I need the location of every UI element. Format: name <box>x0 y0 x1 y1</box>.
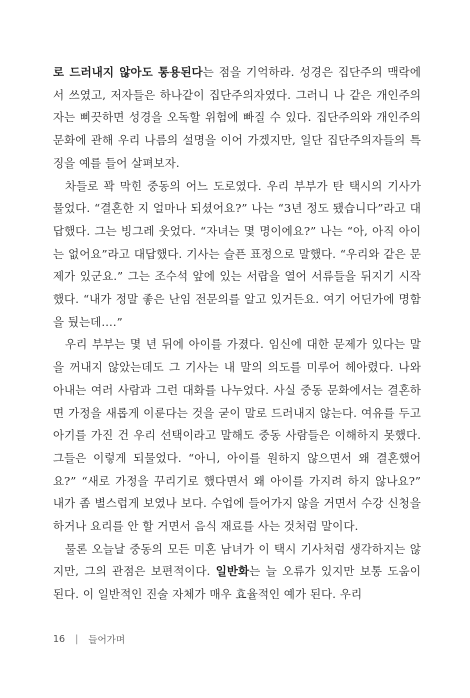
bold-term: 일반화 <box>215 564 250 579</box>
page-footer <box>53 632 125 646</box>
paragraph-1 <box>53 61 421 175</box>
paragraph-4 <box>53 538 421 606</box>
paragraph-text: 물론 오늘날 중동의 모든 미혼 남녀가 이 택시 기사처럼 생각하지는 않지만, 그의 관점은 보편적이다. <box>53 541 421 579</box>
paragraph-text: 우리 부부는 몇 년 뒤에 아이를 가졌다. 임신에 대한 문제가 있다는 말을 꺼내지 않았는데도 그 기사는 내 말의 의도를 미루어 헤아렸다. 나와 아내는 여러 사람과 그런 대화를 나누었다. 사실 중동 문화에서는 결혼하면 가정을 새롭게 이룬다는 것을 굳이 말로 드러내지 않는다. 여유를 두고 아기를 가진 건 우리 선택이라고 말해도 중동 사람들은 이해하지 못했다. 그들은 이렇게 되물었다. “아니, 아이를 원하지 않으면서 왜 결혼했어요?” “새로 가정을 꾸리기로 했다면서 왜 아이를 가지려 하지 않나요?” 내가 좀 별스럽게 보였나 보다. 수업에 들어가지 않을 거면서 수강 신청을 하거나 요리를 안 할 거면서 음식 재료를 사는 것처럼 말이다. <box>53 337 421 534</box>
body-text <box>53 61 421 606</box>
page-number: 16 <box>53 633 66 645</box>
running-section-title: 들어가며 <box>88 635 126 646</box>
bold-phrase: 로 드러내지 않아도 통용된다 <box>53 65 203 79</box>
footer-separator: | <box>75 633 79 645</box>
paragraph-2 <box>53 175 421 334</box>
paragraph-text-continued: 는 늘 오류가 있지만 보통 도움이 된다. 이 일반적인 진술 자체가 매우 효율적인 예가 된다. 우리 <box>53 564 421 602</box>
paragraph-text: 는 점을 기억하라. 성경은 집단주의 맥락에서 쓰였고, 저자들은 하나같이 집단주의자였다. 그러니 나 같은 개인주의자는 삐끗하면 성경을 오독할 위험에 빠질 수 있다. 집단주의와 개인주의 문화에 관해 우리 나름의 설명을 이어 가겠지만, 일단 집단주의자들의 특징을 예를 들어 살펴보자. <box>53 65 421 170</box>
paragraph-text: 차들로 꽉 막힌 중동의 어느 도로였다. 우리 부부가 탄 택시의 기사가 물었다. “결혼한 지 얼마나 되셨어요?” 나는 “3년 정도 됐습니다”라고 대답했다. 그는 빙그레 웃었다. “자녀는 몇 명이에요?” 나는 “아, 아직 아이는 없어요”라고 대답했다. 기사는 슬픈 표정으로 말했다. “우리와 같은 문제가 있군요.” 그는 조수석 앞에 있는 서랍을 열어 서류들을 뒤지기 시작했다. “내가 정말 좋은 난임 전문의를 알고 있거든요. 여기 어딘가에 명함을 뒀는데….” <box>53 178 421 329</box>
paragraph-3 <box>53 333 421 537</box>
